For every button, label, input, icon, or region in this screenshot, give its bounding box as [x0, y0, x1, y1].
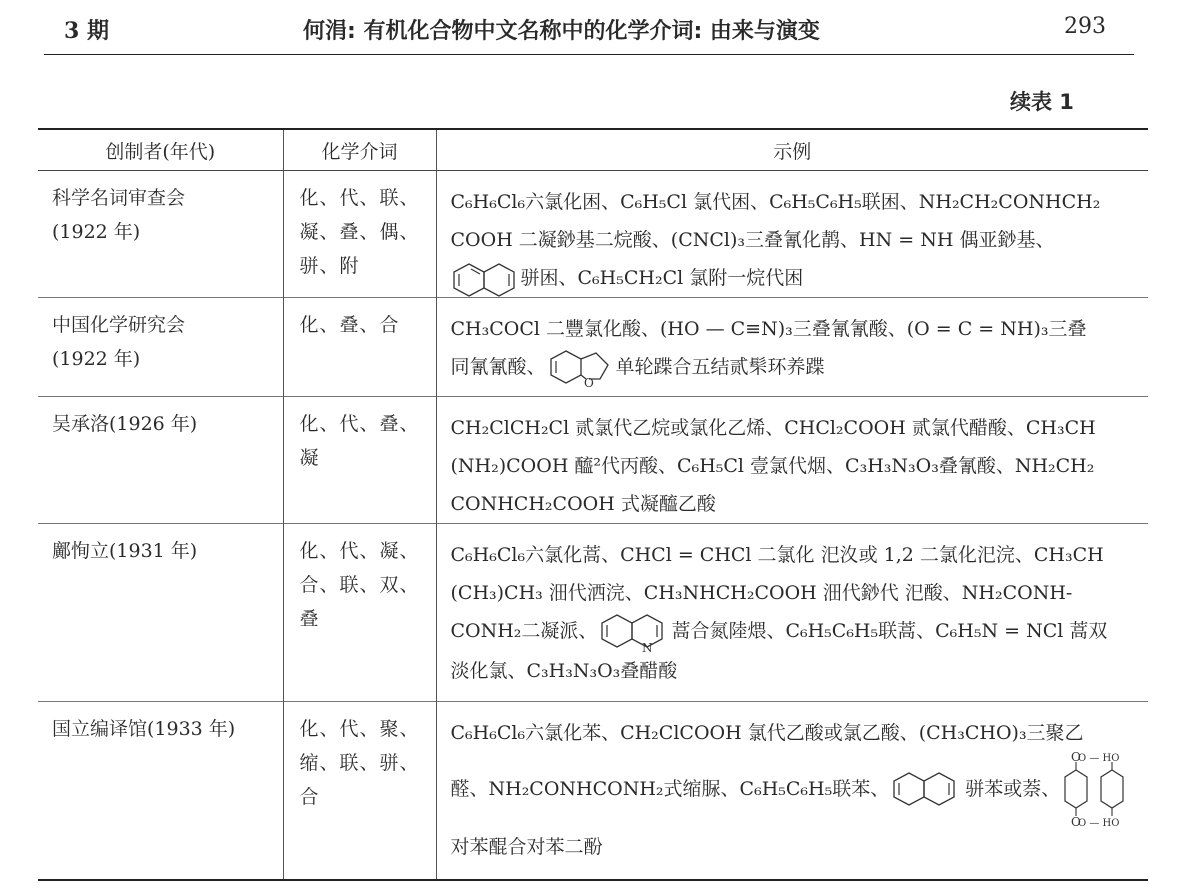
quinhydrone-structure: [1060, 752, 1134, 828]
svg-text:O — HO: O — HO: [1078, 818, 1120, 828]
svg-text:O: O: [1071, 752, 1082, 764]
example-cell: CH₃COCl 二豐氯化酸、(HO — C≡N)₃三叠氰氰酸、(O = C = NH)₃三叠 同氰氰酸、 O 单轮蹀合五结贰䯱环养蹀: [436, 298, 1148, 397]
example-cell: C₆H₆Cl₆六氯化蒿、CHCl = CHCl 二氯化 汜汷或 1,2 二氯化汜浣、CH₃CH (CH₃)CH₃ 沺代洒浣、CH₃NHCH₂COOH 沺代䤬代 汜酸、NH₂CONH- CONH₂二凝派、 N 蒿合氮陸煨、C₆H₅C₆H₅联蒿、C₆H₅N = NCl 蒿双 淡化氯、C₃H₃N₃O₃叠醋酸: [436, 524, 1148, 702]
header-rule: [44, 54, 1134, 55]
column-header-creator: 创制者(年代): [38, 129, 283, 171]
example-cell: CH₂ClCH₂Cl 贰氯代乙烷或氯化乙烯、CHCl₂COOH 贰氯代醋酸、CH₃CH (NH₂)COOH 醯²代丙酸、C₆H₅Cl 壹氯代烟、C₃H₃N₃O₃叠氰酸、NH₂CH₂ CONHCH₂COOH 式凝醯乙酸: [436, 397, 1148, 524]
svg-text:N: N: [642, 641, 653, 652]
table-caption: 续表 1: [1010, 90, 1074, 114]
table-header-row: [38, 129, 1148, 171]
table-row: [38, 298, 1148, 397]
table-row: [38, 702, 1148, 880]
creator-cell: 国立编译馆(1933 年): [52, 718, 236, 740]
column-header-preposition: 化学介词: [283, 129, 436, 171]
quinoline-structure: [597, 612, 671, 652]
naphthalene-structure-2: [889, 770, 965, 810]
preposition-cell: 化、叠、合: [283, 298, 436, 397]
preposition-cell: 化、代、联、 凝、叠、偶、 骈、附: [283, 171, 436, 298]
benzofuran-structure: [546, 348, 616, 388]
article-title: 何涓: 有机化合物中文名称中的化学介词: 由来与演变: [303, 19, 820, 44]
svg-text:O: O: [1071, 815, 1082, 828]
creator-cell: 鄺恂立(1931 年): [52, 540, 198, 562]
column-header-example: 示例: [436, 129, 1148, 171]
creator-cell: 吴承洛(1926 年): [52, 413, 198, 435]
example-cell: C₆H₆Cl₆六氯化苯、CH₂ClCOOH 氯代乙酸或氯乙酸、(CH₃CHO)₃三聚乙 醛、NH₂CONHCONH₂式缩脲、C₆H₅C₆H₅联苯、 骈苯或萘、 O O O — HO O — HO 对苯醌合对苯二酚: [436, 702, 1148, 880]
table-row: [38, 171, 1148, 298]
svg-text:O: O: [583, 376, 594, 388]
table-row: [38, 524, 1148, 702]
nomenclature-table: [38, 128, 1148, 881]
example-cell: C₆H₆Cl₆六氯化困、C₆H₅Cl 氯代困、C₆H₅C₆H₅联困、NH₂CH₂CONHCH₂ COOH 二凝䤬基二烷酸、(CNCl)₃三叠氰化䴖、HN = NH 偶亚䤬基、 骈困、C₆H₅CH₂Cl 氯附一烷代困: [436, 171, 1148, 298]
page-number: 293: [1064, 14, 1106, 39]
running-header: [0, 0, 1200, 56]
creator-cell: 中国化学研究会 (1922 年): [52, 314, 186, 370]
creator-cell: 科学名词审查会 (1922 年): [52, 187, 186, 243]
preposition-cell: 化、代、聚、 缩、联、骈、合: [283, 702, 436, 880]
svg-text:O — HO: O — HO: [1078, 753, 1120, 764]
table-row: [38, 397, 1148, 524]
issue-number: 3 期: [64, 18, 109, 44]
naphthalene-structure: [451, 261, 521, 297]
preposition-cell: 化、代、叠、凝: [283, 397, 436, 524]
preposition-cell: 化、代、凝、 合、联、双、叠: [283, 524, 436, 702]
